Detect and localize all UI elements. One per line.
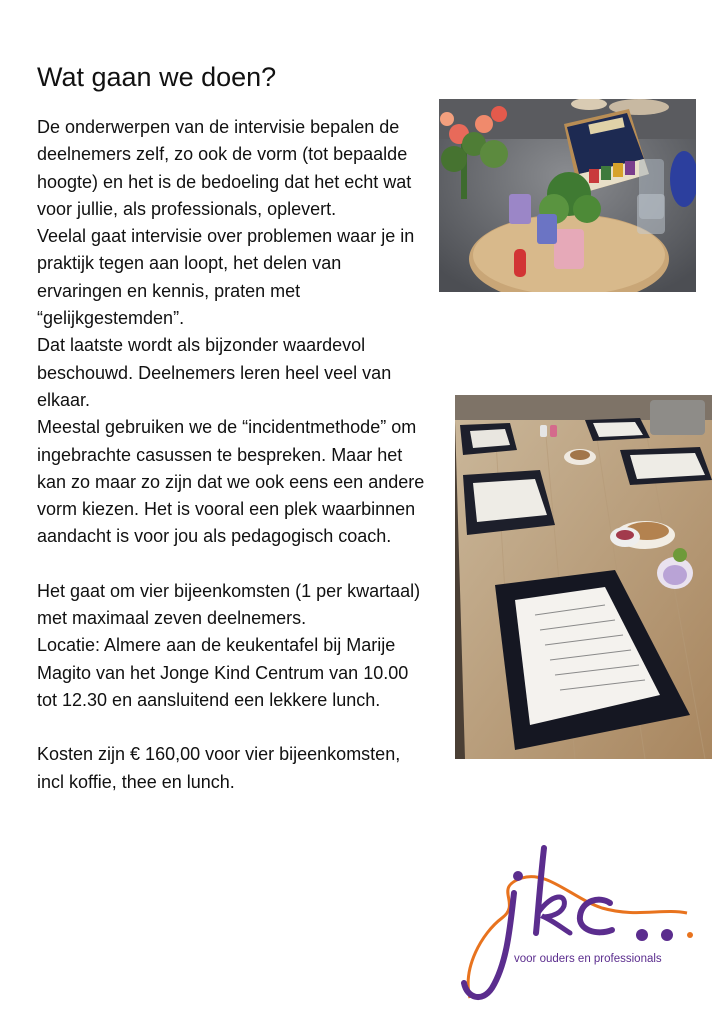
body-text <box>37 114 427 796</box>
paragraph: Dat laatste wordt als bijzonder waardevol beschouwd. Deelnemers leren heel veel van elkaar. <box>37 335 392 410</box>
page-title: Wat gaan we doen? <box>37 62 277 92</box>
paragraph: Kosten zijn € 160,00 voor vier bijeenkomsten, incl koffie, thee en lunch. <box>37 744 401 792</box>
paragraph: Het gaat om vier bijeenkomsten (1 per kwartaal) met maximaal zeven deelnemers. <box>37 580 421 629</box>
paragraph: Locatie: Almere aan de keukentafel bij Marije Magito van het Jonge Kind Centrum van 10.00 tot 12.30 en aansluitend een lekkere lunch. <box>37 635 409 710</box>
jkc-logo <box>452 838 712 1008</box>
paragraph: Veelal gaat intervisie over problemen waar je in praktijk tegen aan loopt, het delen van ervaringen en kennis, praten met “gelijkgestemden”. <box>37 226 415 329</box>
photo-tea-table <box>439 99 696 292</box>
logo-tagline: voor ouders en professionals <box>514 953 662 965</box>
paragraph: Meestal gebruiken we de “incidentmethode” om ingebrachte casussen te bespreken. Maar het kan zo maar zo zijn dat we ook eens een andere vorm kiezen. Het is vooral een plek waarbinnen aandacht is voor jou als pedagogisch coach. <box>37 417 425 547</box>
photo-meeting-table <box>455 395 712 759</box>
paragraph: De onderwerpen van de intervisie bepalen de deelnemers zelf, zo ook de vorm (tot bepaalde hoogte) en het is de bedoeling dat het echt wat voor jullie, als professionals, oplevert. <box>37 117 412 219</box>
